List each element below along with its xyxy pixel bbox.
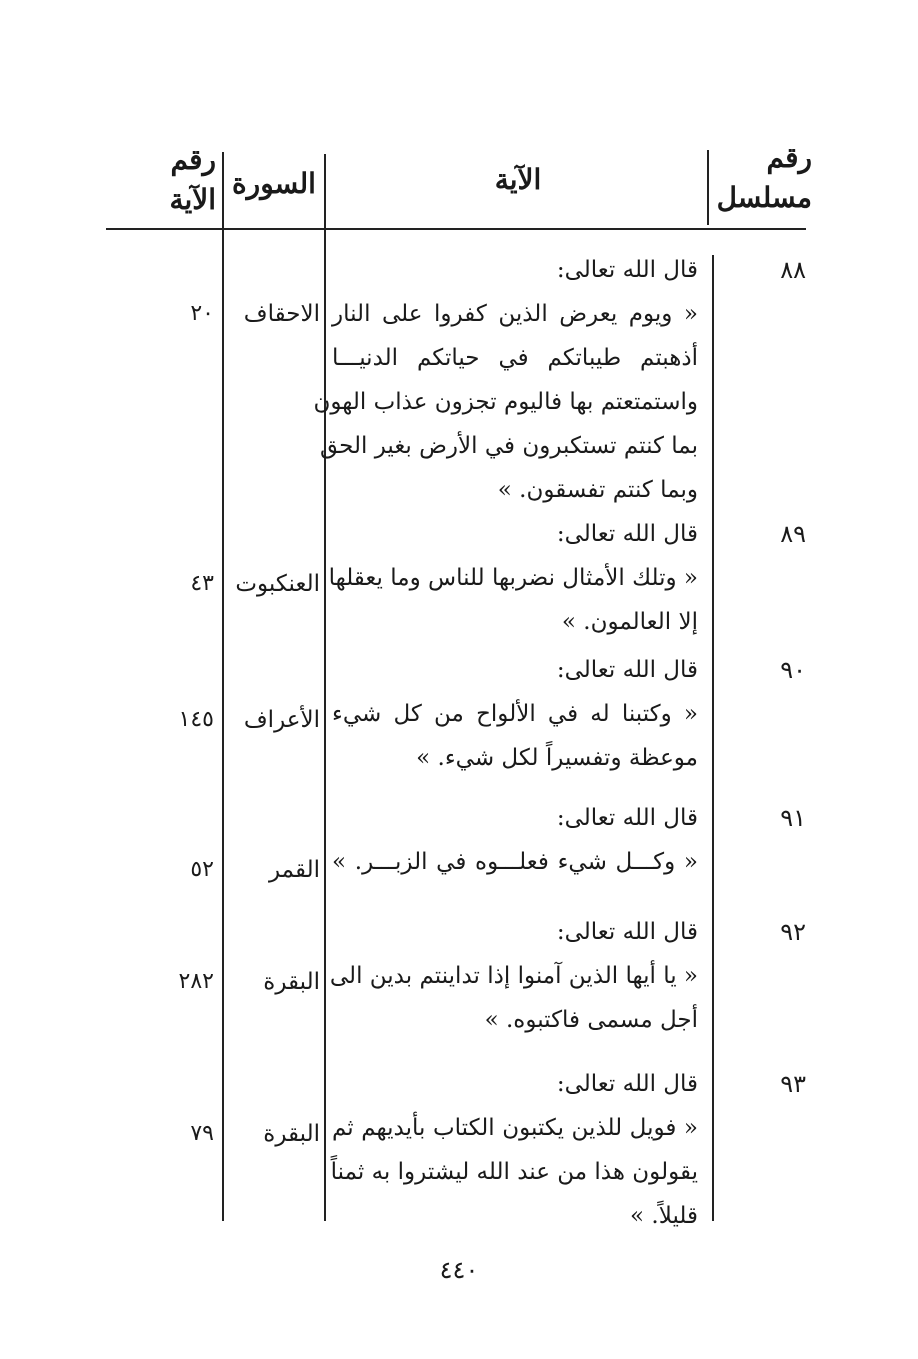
header-verse: الآية <box>494 163 542 196</box>
verse-line: « وتلك الأمثال نضربها للناس وما يعقلها <box>328 565 698 591</box>
row-surah: الأعراف <box>243 707 320 733</box>
row-ayah: ١٤٥ <box>178 707 214 732</box>
row-surah: الاحقاف <box>243 301 320 327</box>
row-verse <box>332 648 698 780</box>
verse-line: واستمتعتم بها فاليوم تجزون عذاب الهون <box>313 389 698 415</box>
page-number: ٤٤٠ <box>439 1256 479 1284</box>
verse-line: يقولون هذا من عند الله ليشتروا به ثمناً <box>330 1159 698 1185</box>
verse-line: قال الله تعالى: <box>556 919 698 945</box>
verse-line: قال الله تعالى: <box>556 521 698 547</box>
verse-line: « وكـــل شيء فعلـــوه في الزبـــر. » <box>332 849 698 875</box>
verse-line: قال الله تعالى: <box>556 257 698 283</box>
row-surah: القمر <box>268 857 320 883</box>
row-serial: ٩٣ <box>780 1070 806 1098</box>
verse-line: قليلاً. » <box>630 1203 698 1229</box>
row-ayah: ٥٢ <box>190 857 214 882</box>
row-serial: ٩٢ <box>780 918 806 946</box>
verse-line: أذهبتم طيباتكم في حياتكم الدنيـــا <box>332 345 698 371</box>
verse-line: أجل مسمى فاكتبوه. » <box>484 1007 698 1033</box>
verse-line: « وكتبنا له في الألواح من كل شيء <box>332 701 698 727</box>
row-ayah: ٧٩ <box>190 1121 214 1146</box>
row-surah: البقرة <box>263 969 320 995</box>
row-verse <box>332 1062 698 1238</box>
header-surah: السورة <box>232 167 316 200</box>
verse-line: « فويل للذين يكتبون الكتاب بأيديهم ثم <box>332 1115 698 1141</box>
verse-line: « يا أيها الذين آمنوا إذا تداينتم بدين الى <box>329 963 698 989</box>
header-rule <box>106 228 806 230</box>
column-rule-verse-right-body <box>712 255 714 1221</box>
row-ayah: ٢٨٢ <box>178 969 214 994</box>
header-ayah-line1: رقم <box>170 143 216 176</box>
row-serial: ٩٠ <box>780 656 806 684</box>
column-rule-verse-left <box>324 154 326 1221</box>
row-ayah: ٢٠ <box>190 301 214 326</box>
column-rule-verse-right <box>707 150 709 225</box>
row-verse <box>332 796 698 884</box>
header-serial-line2: مسلسل <box>716 181 812 214</box>
column-rule-surah-left <box>222 152 224 1221</box>
row-surah: البقرة <box>263 1121 320 1147</box>
row-serial: ٨٨ <box>780 256 806 284</box>
row-verse <box>328 512 698 644</box>
row-serial: ٨٩ <box>780 520 806 548</box>
header-serial <box>712 138 812 218</box>
row-ayah: ٤٣ <box>190 571 214 596</box>
header-serial-line1: رقم <box>766 141 812 174</box>
row-serial: ٩١ <box>780 804 806 832</box>
row-verse <box>313 248 698 512</box>
verse-line: قال الله تعالى: <box>556 1071 698 1097</box>
header-ayah-line2: الآية <box>169 183 216 216</box>
verse-line: « ويوم يعرض الذين كفروا على النار <box>332 301 698 327</box>
verse-line: وبما كنتم تفسقون. » <box>497 477 698 503</box>
verse-line: موعظة وتفسيراً لكل شيء. » <box>416 745 698 771</box>
verse-line: قال الله تعالى: <box>556 805 698 831</box>
row-surah: العنكبوت <box>235 571 320 597</box>
verse-line: بما كنتم تستكبرون في الأرض بغير الحق <box>319 433 698 459</box>
verse-line: إلا العالمون. » <box>561 609 698 635</box>
header-ayah <box>110 140 216 220</box>
verse-line: قال الله تعالى: <box>556 657 698 683</box>
row-verse <box>329 910 698 1042</box>
